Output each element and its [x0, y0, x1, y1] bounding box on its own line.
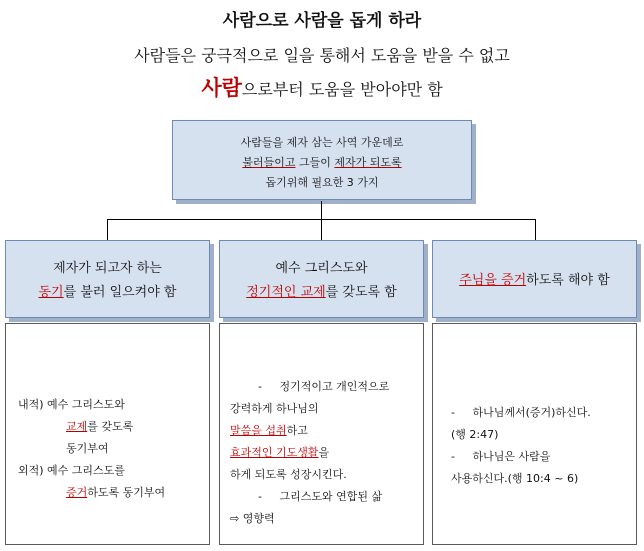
- detail-1-row-1: 내적) 예수 그리스도와: [18, 398, 125, 411]
- detail-2-emph-1: 말씀을 섭취: [230, 424, 287, 437]
- detail-1-row-2: [18, 416, 209, 438]
- detail-2-row-3: [230, 420, 423, 442]
- connector-center: [321, 219, 322, 240]
- subtitle-line-1: 사람들은 궁극적으로 일을 통해서 도움을 받을 수 없고: [134, 46, 510, 65]
- detail-2-text-4: 을: [318, 446, 330, 459]
- detail-3-row-1: - 하나님께서(증거)하신다.: [451, 406, 591, 419]
- branch-box-fellowship: [219, 240, 424, 318]
- connector-left: [107, 219, 108, 240]
- detail-2-row-6: - 그리스도와 연합된 삶: [258, 490, 383, 503]
- root-box-text: 그들이: [295, 156, 335, 169]
- root-box-emph-1: 불러들이고: [242, 156, 296, 169]
- detail-3-row-4: 사용하신다.(행 10:4 ~ 6): [451, 472, 579, 485]
- subtitle-line-2: [0, 72, 644, 102]
- branch-1-text: 를 불러 일으켜야 함: [63, 285, 177, 300]
- branch-3-line-1: [433, 269, 636, 293]
- subtitle-emphasis: 사람: [201, 76, 242, 100]
- branch-3-emph: 주님을 증거: [459, 273, 527, 288]
- subtitle-rest: 으로부터 도움을 받아야만 함: [241, 80, 443, 99]
- branch-2-line-1: 예수 그리스도와: [275, 261, 368, 276]
- branch-2-emph: 정기적인 교제: [246, 285, 326, 300]
- detail-1-row-3: 동기부여: [66, 442, 109, 455]
- root-box-line-2: [173, 153, 471, 173]
- detail-1-text-2: 를 갖도록: [87, 420, 134, 433]
- detail-2-emph-2: 효과적인 기도생활: [230, 446, 319, 459]
- detail-2-row-5: 하게 되도록 성장시킨다.: [230, 468, 347, 481]
- detail-2-row-7: ⇨ 영향력: [230, 512, 275, 525]
- root-box-line-1: 사람들을 제자 삼는 사역 가운데로: [240, 136, 404, 149]
- branch-1-line-1: 제자가 되고자 하는: [53, 261, 162, 276]
- detail-2-row-2: 강력하게 하나님의: [230, 402, 319, 415]
- detail-1-text-5: 하도록 동기부여: [87, 486, 166, 499]
- detail-box-motivation: [5, 323, 210, 545]
- root-box: [172, 120, 472, 200]
- detail-1-row-4: 외적) 예수 그리스도를: [18, 464, 125, 477]
- detail-1-emph-2: 증거: [66, 486, 88, 499]
- branch-1-line-2: [6, 281, 209, 305]
- diagram-title: 사람으로 사람을 돕게 하라: [222, 11, 422, 31]
- detail-3-row-3: - 하나님은 사람을: [451, 450, 551, 463]
- branch-1-emph: 동기: [38, 285, 64, 300]
- detail-box-witness: [432, 323, 637, 545]
- branch-2-line-2: [220, 281, 423, 305]
- detail-1-emph-1: 교제: [66, 420, 88, 433]
- detail-1-row-5: [18, 482, 209, 504]
- branch-box-motivation: [5, 240, 210, 318]
- root-box-line-3: 돕기위해 필요한 3 가지: [265, 176, 379, 189]
- detail-3-row-2: (행 2:47): [451, 428, 499, 441]
- detail-2-row-1: - 정기적이고 개인적으로: [258, 380, 390, 393]
- branch-2-text: 를 갖도록 함: [325, 285, 397, 300]
- connector-right: [535, 219, 536, 240]
- detail-2-text-3: 하고: [286, 424, 308, 437]
- branch-3-text: 하도록 해야 함: [526, 273, 610, 288]
- root-box-emph-2: 제자가 되도록: [334, 156, 402, 169]
- branch-box-witness: [432, 240, 637, 318]
- detail-box-fellowship: [219, 323, 424, 545]
- detail-2-row-4: [230, 442, 423, 464]
- connector-vertical-main: [321, 201, 322, 219]
